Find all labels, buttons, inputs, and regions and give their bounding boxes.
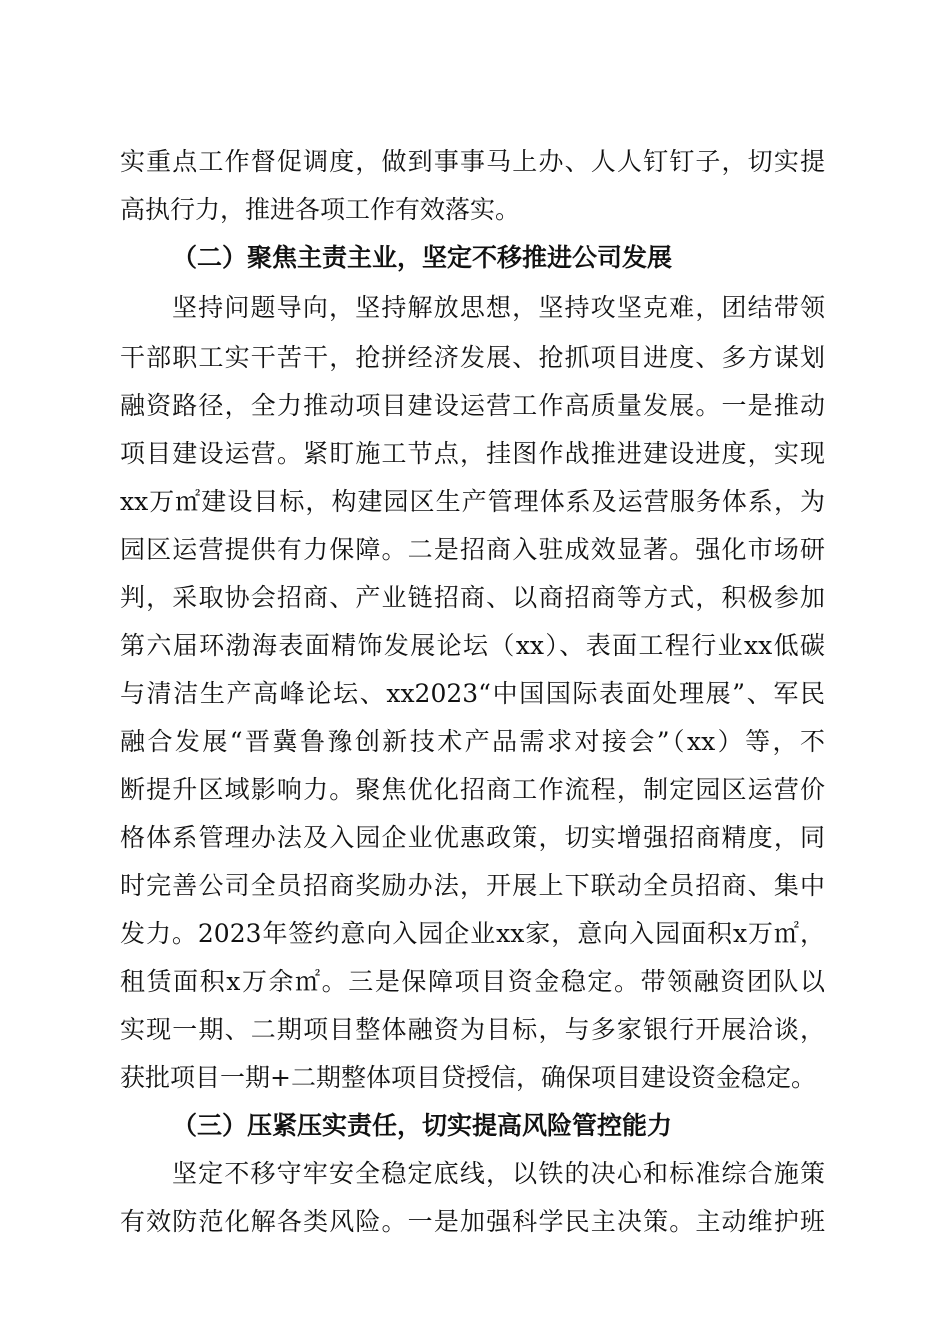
body-line: 干部职工实干苦干，抢拼经济发展、抢抓项目进度、多方谋划 — [120, 343, 825, 372]
body-line: 坚定不移守牢安全稳定底线，以铁的决心和标准综合施策 — [172, 1159, 825, 1188]
body-line: 高执行力，推进各项工作有效落实。 — [120, 195, 521, 224]
body-line: 断提升区域影响力。聚焦优化招商工作流程，制定园区运营价 — [120, 775, 825, 804]
section-heading-2: （二）聚焦主责主业，坚定不移推进公司发展 — [172, 243, 673, 272]
body-line: 实重点工作督促调度，做到事事马上办、人人钉钉子，切实提 — [120, 147, 825, 176]
body-line: 融资路径，全力推动项目建设运营工作高质量发展。一是推动 — [120, 391, 825, 420]
body-line: xx万㎡建设目标，构建园区生产管理体系及运营服务体系，为 — [120, 487, 825, 516]
body-line: 坚持问题导向，坚持解放思想，坚持攻坚克难，团结带领 — [172, 293, 825, 322]
section-heading-3: （三）压紧压实责任，切实提高风险管控能力 — [172, 1111, 673, 1140]
body-line: 判，采取协会招商、产业链招商、以商招商等方式，积极参加 — [120, 583, 825, 612]
body-line: 租赁面积x万余㎡。三是保障项目资金稳定。带领融资团队以 — [120, 967, 825, 996]
body-line: 第六届环渤海表面精饰发展论坛（xx）、表面工程行业xx低碳 — [120, 631, 825, 660]
body-line: 时完善公司全员招商奖励办法，开展上下联动全员招商、集中 — [120, 871, 825, 900]
body-line: 园区运营提供有力保障。二是招商入驻成效显著。强化市场研 — [120, 535, 825, 564]
body-line: 实现一期、二期项目整体融资为目标，与多家银行开展洽谈， — [120, 1015, 825, 1044]
body-line: 融合发展“晋冀鲁豫创新技术产品需求对接会”（xx）等，不 — [120, 727, 825, 756]
body-line: 与清洁生产高峰论坛、xx2023“中国国际表面处理展”、军民 — [120, 679, 825, 708]
body-line: 项目建设运营。紧盯施工节点，挂图作战推进建设进度，实现 — [120, 439, 825, 468]
body-line: 格体系管理办法及入园企业优惠政策，切实增强招商精度，同 — [120, 823, 825, 852]
body-line: 获批项目一期+二期整体项目贷授信，确保项目建设资金稳定。 — [120, 1063, 816, 1092]
body-line: 发力。2023年签约意向入园企业xx家，意向入园面积x万㎡， — [120, 919, 825, 948]
body-line: 有效防范化解各类风险。一是加强科学民主决策。主动维护班 — [120, 1207, 825, 1236]
